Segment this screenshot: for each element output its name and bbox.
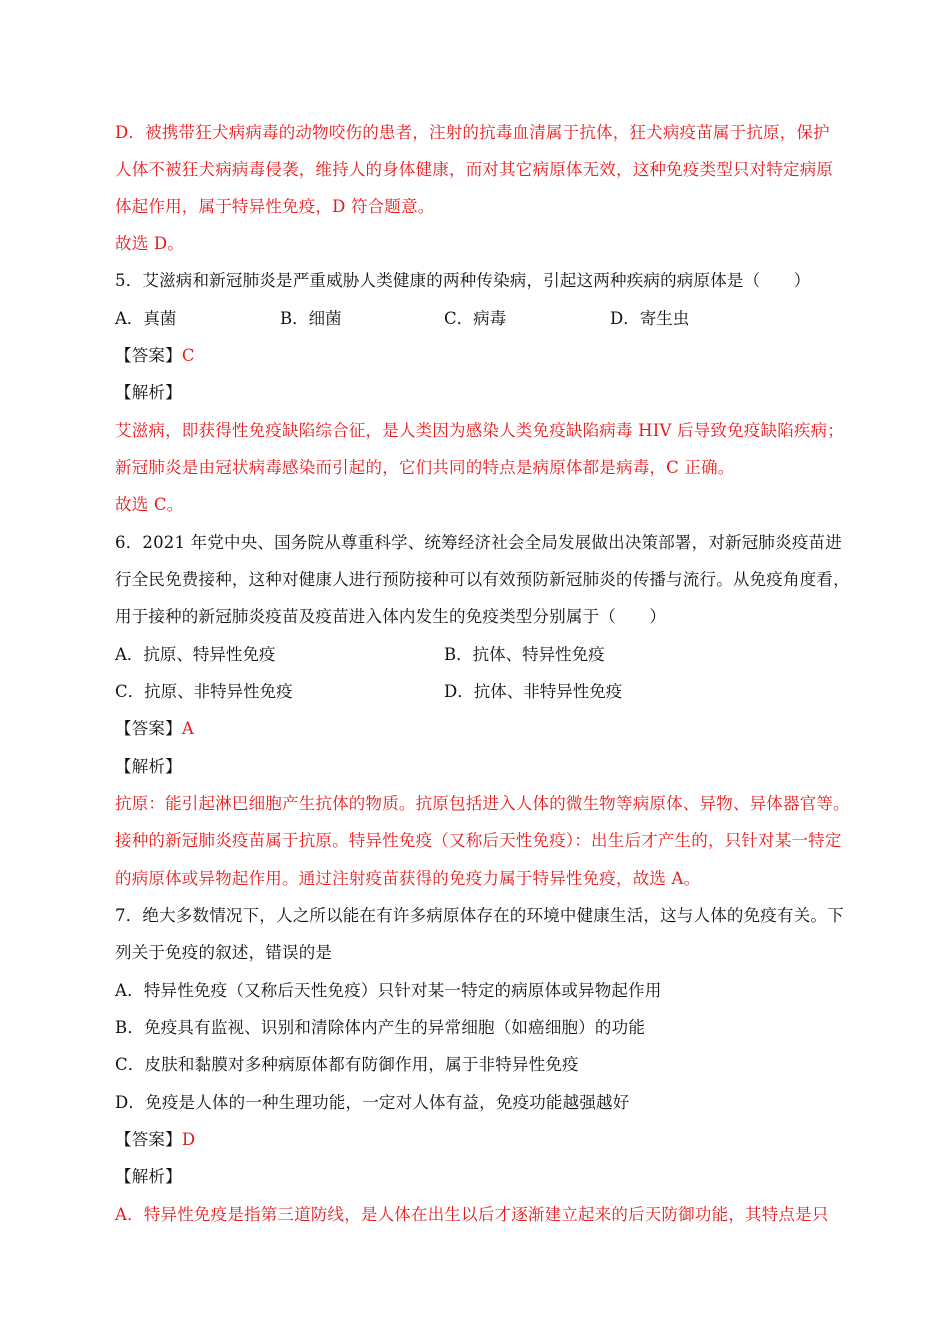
q7-answer-label: 【答案】 <box>115 1130 182 1149</box>
q6-option-c: C．抗原、非特异性免疫 <box>115 682 293 701</box>
q6-analysis-line-3: 的病原体或异物起作用。通过注射疫苗获得的免疫力属于特异性免疫，故选 A。 <box>115 869 701 888</box>
q6-answer-label: 【答案】 <box>115 719 182 738</box>
q6-answer <box>115 718 845 740</box>
prev-conclusion: 故选 D。 <box>115 234 184 253</box>
q6-stem-line-2: 行全民免费接种，这种对健康人进行预防接种可以有效预防新冠肺炎的传播与流行。从免疫角度看， <box>115 570 850 589</box>
q5-answer-label: 【答案】 <box>115 346 182 365</box>
prev-explanation-line-2: 人体不被狂犬病病毒侵袭，维持人的身体健康，而对其它病原体无效，这种免疫类型只对特定病原 <box>115 160 834 179</box>
q5-conclusion: 故选 C。 <box>115 495 184 514</box>
q5-analysis-label: 【解析】 <box>115 383 182 402</box>
q5-stem: 5．艾滋病和新冠肺炎是严重威胁人类健康的两种传染病，引起这两种疾病的病原体是（ ） <box>115 271 811 290</box>
q7-option-d: D．免疫是人体的一种生理功能，一定对人体有益，免疫功能越强越好 <box>115 1093 630 1112</box>
q6-stem-line-3: 用于接种的新冠肺炎疫苗及疫苗进入体内发生的免疫类型分别属于（ ） <box>115 607 667 626</box>
q5-option-d: D．寄生虫 <box>610 309 690 328</box>
q7-analysis-line-1: A．特异性免疫是指第三道防线，是人体在出生以后才逐渐建立起来的后天防御功能，其特点是只 <box>115 1205 829 1224</box>
q5-answer-value: C <box>181 346 195 365</box>
q6-analysis-line-2: 接种的新冠肺炎疫苗属于抗原。特异性免疫（又称后天性免疫）：出生后才产生的，只针对某一特定 <box>115 831 842 850</box>
q7-option-a: A．特异性免疫（又称后天性免疫）只针对某一特定的病原体或异物起作用 <box>115 981 662 1000</box>
q5-option-b: B．细菌 <box>280 309 342 328</box>
q7-stem-line-1: 7．绝大多数情况下，人之所以能在有许多病原体存在的环境中健康生活，这与人体的免疫有关。下 <box>115 906 844 925</box>
q7-option-b: B．免疫具有监视、识别和清除体内产生的异常细胞（如癌细胞）的功能 <box>115 1018 646 1037</box>
q7-option-c: C．皮肤和黏膜对多种病原体都有防御作用，属于非特异性免疫 <box>115 1055 579 1074</box>
q7-analysis-label: 【解析】 <box>115 1167 182 1186</box>
q6-analysis-line-1: 抗原：能引起淋巴细胞产生抗体的物质。抗原包括进入人体的微生物等病原体、异物、异体器官等。 <box>115 794 850 813</box>
q6-answer-value: A <box>181 719 194 738</box>
q5-answer <box>115 345 845 367</box>
q5-option-c: C．病毒 <box>444 309 507 328</box>
q6-option-d: D．抗体、非特异性免疫 <box>444 682 623 701</box>
q7-answer <box>115 1129 845 1151</box>
q6-stem-line-1: 6．2021 年党中央、国务院从尊重科学、统筹经济社会全局发展做出决策部署，对新冠肺炎疫苗进 <box>115 533 842 552</box>
q6-option-a: A．抗原、特异性免疫 <box>115 645 276 664</box>
q6-analysis-label: 【解析】 <box>115 757 182 776</box>
q7-answer-value: D <box>181 1130 196 1149</box>
q5-analysis-line-2: 新冠肺炎是由冠状病毒感染而引起的，它们共同的特点是病原体都是病毒，C 正确。 <box>115 458 735 477</box>
prev-explanation-line-1: D．被携带狂犬病病毒的动物咬伤的患者，注射的抗毒血清属于抗体，狂犬病疫苗属于抗原，保护 <box>115 123 830 142</box>
prev-explanation-line-3: 体起作用，属于特异性免疫，D 符合题意。 <box>115 197 435 216</box>
q7-stem-line-2: 列关于免疫的叙述，错误的是 <box>115 943 333 962</box>
q5-option-a: A．真菌 <box>115 309 177 328</box>
q5-analysis-line-1: 艾滋病，即获得性免疫缺陷综合征，是人类因为感染人类免疫缺陷病毒 HIV 后导致免疫缺陷疾病； <box>115 421 845 440</box>
q6-option-b: B．抗体、特异性免疫 <box>444 645 605 664</box>
